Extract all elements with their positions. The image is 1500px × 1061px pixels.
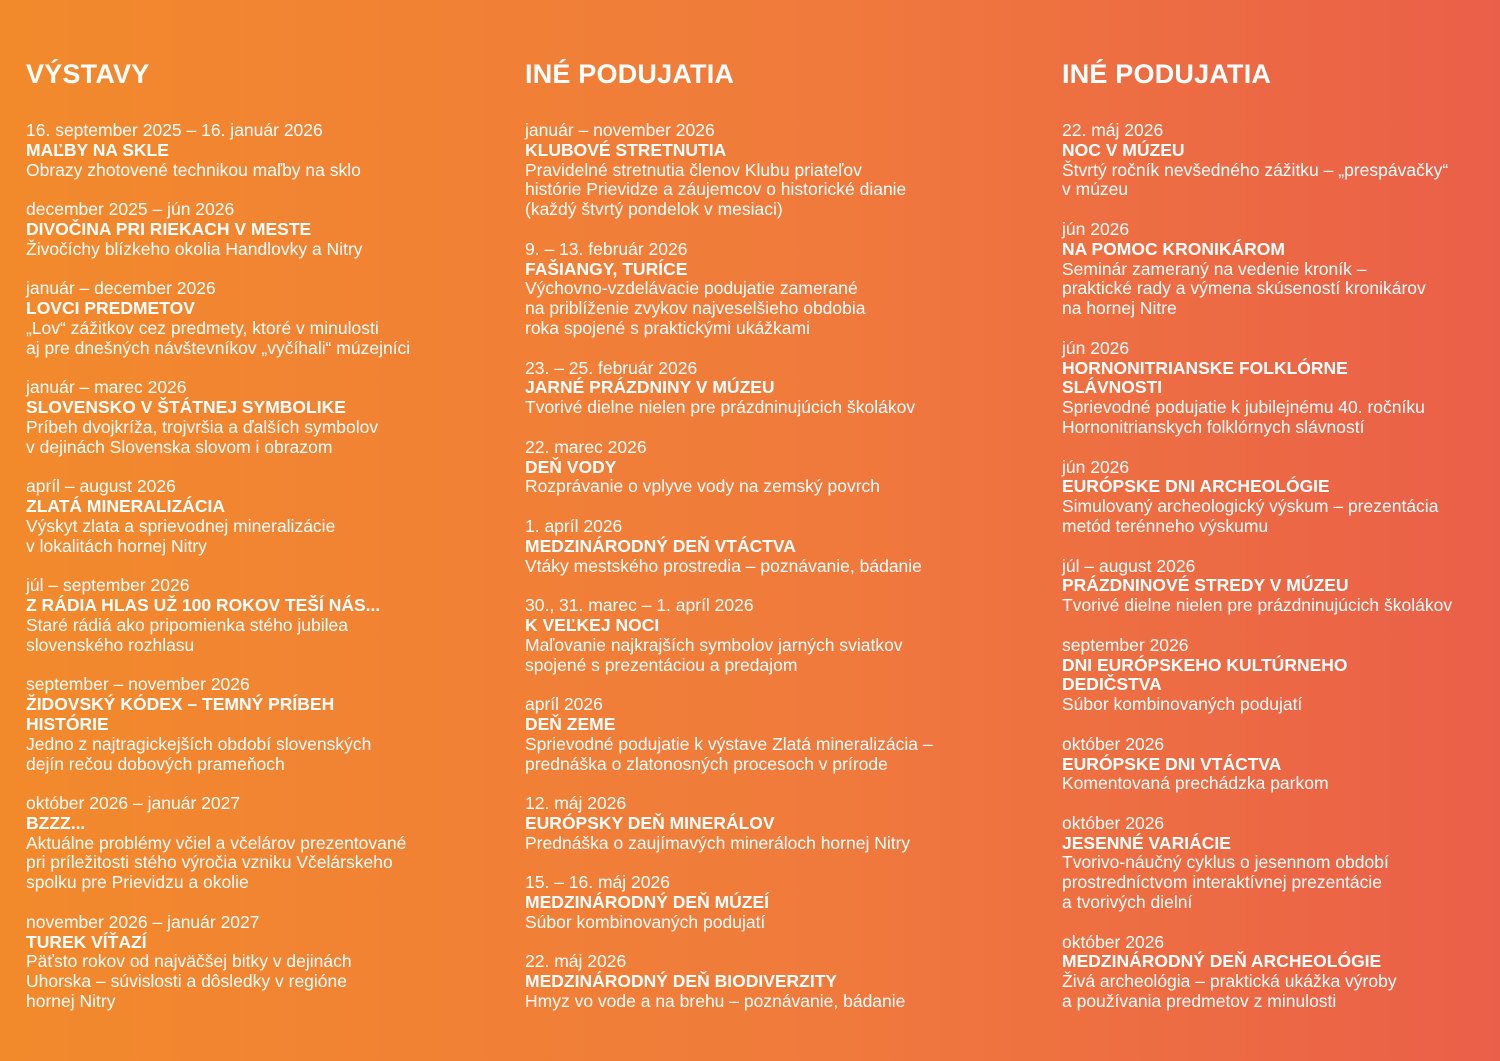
event-title: Z RÁDIA HLAS UŽ 100 ROKOV TEŠÍ NÁS... — [26, 595, 381, 616]
event-item — [1062, 735, 1492, 794]
event-date: september 2026 — [1062, 634, 1189, 655]
event-title: DEŇ ZEME — [525, 713, 616, 734]
event-description: Jedno z najtragickejších období slovenských dejín rečou dobových prameňoch — [26, 733, 372, 774]
event-description: Prednáška o zaujímavých mineráloch hornej Nitry — [525, 832, 911, 853]
event-description: Vtáky mestského prostredia – poznávanie, bádanie — [525, 555, 922, 576]
event-description: Simulovaný archeologický výskum – prezentácia metód terénneho výskumu — [1062, 496, 1439, 536]
event-date: 22. marec 2026 — [525, 436, 647, 457]
event-item — [1062, 458, 1492, 537]
event-list — [26, 121, 496, 1012]
exhibitions-column — [26, 58, 496, 1032]
event-date: január – december 2026 — [26, 278, 216, 299]
event-date: jún 2026 — [1062, 337, 1130, 358]
event-description: Seminár zameraný na vedenie kroník – praktické rady a výmena skúseností kronikárov na hornej Nitre — [1062, 258, 1426, 319]
event-date: október 2026 — [1062, 733, 1165, 754]
event-date: 15. – 16. máj 2026 — [525, 872, 670, 893]
column-heading: INÉ PODUJATIA — [1062, 59, 1272, 89]
event-item — [26, 279, 496, 358]
event-item — [525, 952, 1045, 1011]
event-title: TUREK VÍŤAZÍ — [26, 931, 147, 952]
event-description: Sprievodné podujatie k výstave Zlatá mineralizácia – prednáška o zlatonosných procesoch v prírode — [525, 733, 933, 774]
event-item — [26, 200, 496, 259]
event-date: 16. september 2025 – 16. január 2026 — [26, 120, 323, 140]
event-item — [525, 359, 1045, 418]
event-item — [26, 576, 496, 655]
event-description: Sprievodné podujatie k jubilejnému 40. ročníku Hornonitrianskych folklórnych slávností — [1062, 397, 1425, 437]
event-description: Maľovanie najkrajších symbolov jarných sviatkov spojené s prezentáciou a predajom — [525, 634, 903, 675]
event-title: LOVCI PREDMETOV — [26, 298, 195, 319]
event-date: 23. – 25. február 2026 — [525, 357, 698, 378]
event-date: január – november 2026 — [525, 120, 715, 140]
event-title: DIVOČINA PRI RIEKACH V MESTE — [26, 218, 312, 239]
event-title: DEŇ VODY — [525, 456, 617, 477]
event-description: Staré rádiá ako pripomienka stého jubilea slovenského rozhlasu — [26, 614, 348, 655]
event-item — [525, 438, 1045, 497]
event-date: jún 2026 — [1062, 456, 1130, 477]
event-title: MEDZINÁRODNÝ DEŇ ARCHEOLÓGIE — [1062, 951, 1382, 972]
event-item — [1062, 339, 1492, 438]
event-date: 22. máj 2026 — [1062, 120, 1164, 140]
event-description: Živá archeológia – praktická ukážka výroby a používania predmetov z minulosti — [1062, 971, 1397, 1012]
event-description: Tvorivo-náučný cyklus o jesennom období prostredníctvom interaktívnej prezentácie a tvorivých dielní — [1062, 852, 1389, 913]
event-item — [1062, 933, 1492, 1012]
event-description: Päťsto rokov od najväčšej bitky v dejinách Uhorska – súvislosti a dôsledky v regióne hornej Nitry — [26, 951, 352, 1012]
column-heading: VÝSTAVY — [26, 59, 150, 89]
event-description: Výskyt zlata a sprievodnej mineralizácie v lokalitách hornej Nitry — [26, 515, 336, 556]
event-title: KLUBOVÉ STRETNUTIA — [525, 139, 727, 160]
event-title: EURÓPSKY DEŇ MINERÁLOV — [525, 812, 775, 833]
event-description: Pravidelné stretnutia členov Klubu priateľov histórie Prievidze a záujemcov o historické dianie (každý štvrtý pondelok v mesiaci) — [525, 159, 907, 220]
event-date: október 2026 — [1062, 812, 1165, 833]
event-item — [1062, 557, 1492, 616]
event-item — [26, 913, 496, 1012]
event-description: Tvorivé dielne nielen pre prázdninujúcich školákov — [1062, 595, 1453, 616]
event-title: SLOVENSKO V ŠTÁTNEJ SYMBOLIKE — [26, 397, 346, 418]
event-title: EURÓPSKE DNI VTÁCTVA — [1062, 753, 1282, 774]
event-description: Výchovno-vzdelávacie podujatie zamerané na priblíženie zvykov najveselšieho obdobia roka spojené s praktickými ukážkami — [525, 278, 866, 338]
event-date: október 2026 — [1062, 931, 1165, 952]
other-events-column-2 — [1062, 58, 1492, 1032]
event-title: ZLATÁ MINERALIZÁCIA — [26, 496, 225, 517]
event-title: MAĽBY NA SKLE — [26, 139, 169, 160]
event-description: Súbor kombinovaných podujatí — [525, 911, 766, 932]
event-description: Tvorivé dielne nielen pre prázdninujúcich školákov — [525, 397, 916, 418]
event-item — [26, 675, 496, 774]
event-date: september – november 2026 — [26, 674, 250, 695]
event-title: NOC V MÚZEU — [1062, 139, 1185, 160]
event-description: Aktuálne problémy včiel a včelárov prezentované pri príležitosti stého výročia vzniku Včelárskeho spolku pre Prievidzu a okolie — [26, 832, 407, 893]
event-title: HORNONITRIANSKE FOLKLÓRNE SLÁVNOSTI — [1062, 357, 1348, 398]
event-item — [525, 240, 1045, 339]
event-title: NA POMOC KRONIKÁROM — [1062, 238, 1285, 259]
event-item — [525, 517, 1045, 576]
event-item — [1062, 220, 1492, 319]
event-item — [26, 794, 496, 893]
event-title: JARNÉ PRÁZDNINY V MÚZEU — [525, 377, 775, 398]
event-date: 9. – 13. február 2026 — [525, 238, 688, 259]
event-description: Príbeh dvojkríža, trojvršia a ďalších symbolov v dejinách Slovenska slovom i obrazom — [26, 416, 379, 457]
event-date: október 2026 – január 2027 — [26, 793, 241, 814]
event-item — [1062, 814, 1492, 913]
event-description: Obrazy zhotovené technikou maľby na sklo — [26, 159, 361, 180]
event-item — [26, 477, 496, 556]
event-date: júl – august 2026 — [1062, 555, 1196, 576]
event-title: JESENNÉ VARIÁCIE — [1062, 832, 1231, 853]
event-description: Rozprávanie o vplyve vody na zemský povrch — [525, 476, 881, 497]
event-item — [26, 121, 496, 180]
event-date: 30., 31. marec – 1. apríl 2026 — [525, 595, 754, 616]
event-item — [1062, 121, 1492, 200]
event-description: Súbor kombinovaných podujatí — [1062, 694, 1303, 715]
other-events-column-1 — [525, 58, 1045, 1032]
event-item — [525, 596, 1045, 675]
event-date: 12. máj 2026 — [525, 793, 627, 814]
event-date: december 2025 – jún 2026 — [26, 199, 235, 220]
event-title: PRÁZDNINOVÉ STREDY V MÚZEU — [1062, 575, 1349, 596]
event-description: Komentovaná prechádzka parkom — [1062, 773, 1329, 794]
event-date: 22. máj 2026 — [525, 951, 627, 972]
event-date: júl – september 2026 — [26, 575, 190, 596]
event-list — [1062, 121, 1492, 1012]
event-date: apríl 2026 — [525, 694, 603, 715]
column-heading: INÉ PODUJATIA — [525, 59, 735, 89]
event-item — [1062, 636, 1492, 715]
event-title: MEDZINÁRODNÝ DEŇ MÚZEÍ — [525, 892, 770, 913]
event-title: MEDZINÁRODNÝ DEŇ BIODIVERZITY — [525, 971, 838, 992]
event-date: jún 2026 — [1062, 218, 1130, 239]
event-item — [26, 378, 496, 457]
event-item — [525, 873, 1045, 932]
event-description: Štvrtý ročník nevšedného zážitku – „prespávačky“ v múzeu — [1062, 159, 1449, 200]
event-list — [525, 121, 1045, 1012]
event-date: november 2026 – január 2027 — [26, 911, 260, 932]
event-title: FAŠIANGY, TURÍCE — [525, 258, 688, 279]
event-item — [525, 695, 1045, 774]
event-item — [525, 121, 1045, 220]
event-item — [525, 794, 1045, 853]
event-title: EURÓPSKE DNI ARCHEOLÓGIE — [1062, 476, 1330, 497]
event-title: K VEĽKEJ NOCI — [525, 614, 660, 635]
event-title: ŽIDOVSKÝ KÓDEX – TEMNÝ PRÍBEH HISTÓRIE — [26, 694, 335, 734]
event-date: apríl – august 2026 — [26, 476, 176, 497]
event-title: DNI EURÓPSKEHO KULTÚRNEHO DEDIČSTVA — [1062, 654, 1348, 695]
event-description: „Lov“ zážitkov cez predmety, ktoré v minulosti aj pre dnešných návštevníkov „vyčíhali“ múzejníci — [26, 317, 411, 358]
event-title: BZZZ... — [26, 812, 86, 833]
event-description: Živočíchy blízkeho okolia Handlovky a Nitry — [26, 238, 363, 259]
event-title: MEDZINÁRODNÝ DEŇ VTÁCTVA — [525, 535, 796, 556]
event-date: január – marec 2026 — [26, 377, 187, 398]
event-date: 1. apríl 2026 — [525, 515, 623, 536]
event-description: Hmyz vo vode a na brehu – poznávanie, bádanie — [525, 991, 906, 1012]
